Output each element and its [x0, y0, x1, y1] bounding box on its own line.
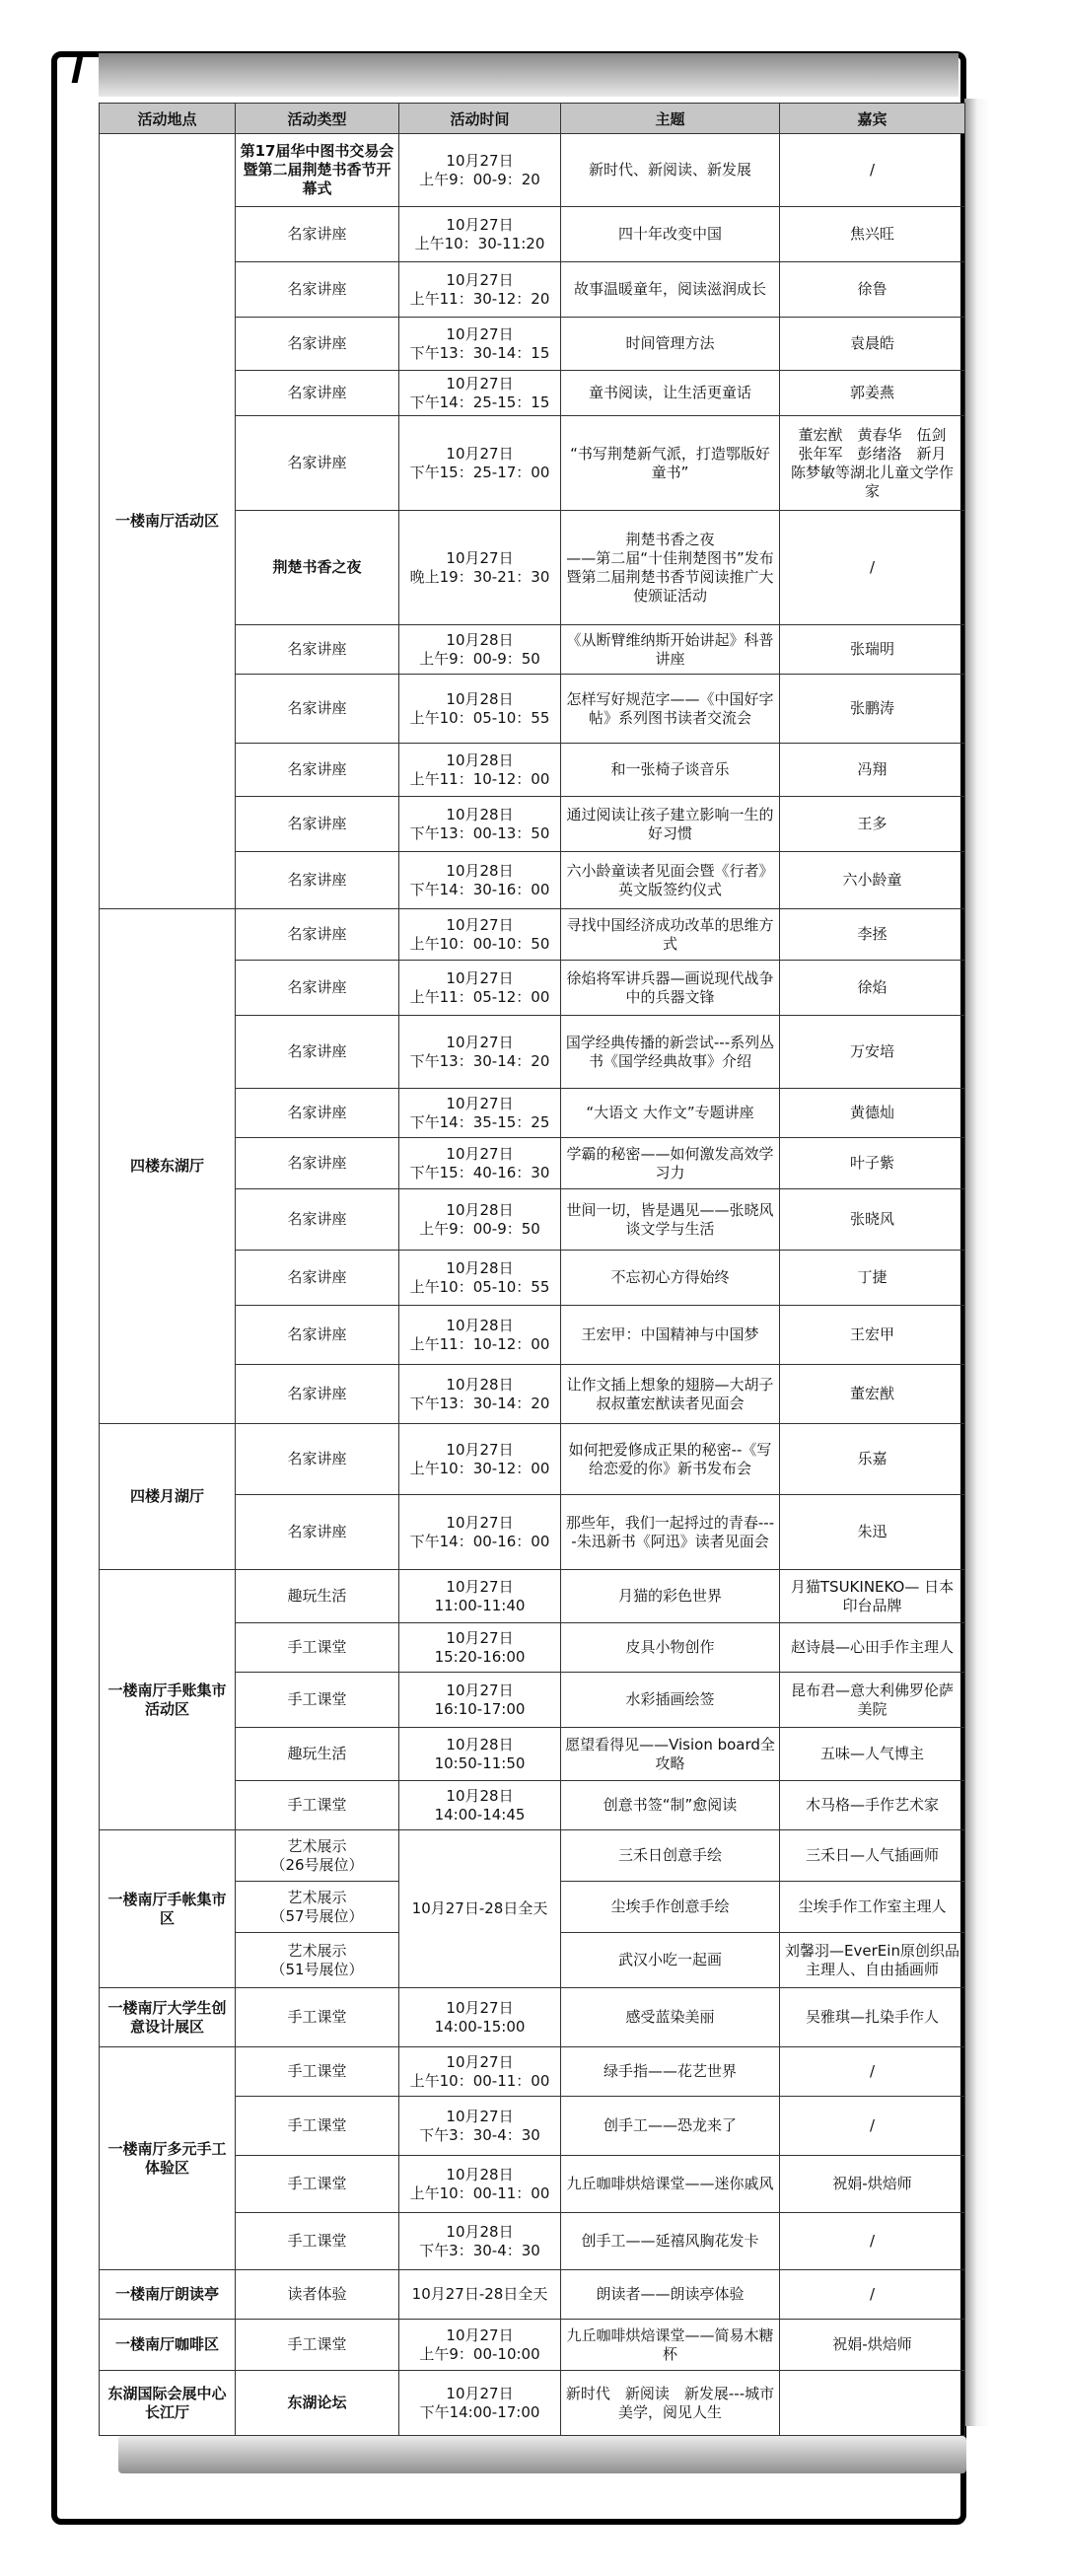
topic-cell: 三禾日创意手绘	[561, 1830, 780, 1882]
time-cell: 10月27日 下午13：30-14：20	[399, 1016, 561, 1089]
guest-cell: 郭姜燕	[780, 371, 965, 416]
time-cell: 10月27日-28日全天	[399, 2270, 561, 2320]
table-row	[100, 2047, 965, 2097]
type-cell: 趣玩生活	[236, 1570, 399, 1623]
type-cell: 名家讲座	[236, 797, 399, 852]
table-row	[100, 2320, 965, 2371]
type-cell: 名家讲座	[236, 961, 399, 1016]
type-cell: 名家讲座	[236, 318, 399, 371]
time-cell: 10月27日 上午9：00-9：20	[399, 134, 561, 207]
type-cell: 名家讲座	[236, 1189, 399, 1251]
guest-cell: 月猫TSUKINEKO— 日本印台品牌	[780, 1570, 965, 1623]
table-body	[100, 134, 965, 2436]
type-cell: 手工课堂	[236, 2097, 399, 2156]
type-cell: 名家讲座	[236, 262, 399, 318]
guest-cell: 董宏猷 黄春华 伍剑 张年军 彭绪洛 新月 陈梦敏等湖北儿童文学作家	[780, 416, 965, 511]
frame-right-bar	[964, 99, 990, 2426]
guest-cell: 焦兴旺	[780, 207, 965, 262]
type-cell: 名家讲座	[236, 1089, 399, 1138]
type-cell: 名家讲座	[236, 675, 399, 744]
guest-cell: 王宏甲	[780, 1306, 965, 1365]
guest-cell: 朱迅	[780, 1495, 965, 1570]
topic-cell: 九丘咖啡烘焙课堂——迷你戚风	[561, 2156, 780, 2213]
topic-cell: 创意书签“制”愈阅读	[561, 1781, 780, 1830]
topic-cell: 国学经典传播的新尝试---系列丛书《国学经典故事》介绍	[561, 1016, 780, 1089]
type-cell: 名家讲座	[236, 1424, 399, 1495]
table-row	[100, 909, 965, 961]
time-cell: 10月28日 下午13：00-13：50	[399, 797, 561, 852]
topic-cell: “大语文 大作文”专题讲座	[561, 1089, 780, 1138]
guest-cell: 祝娟-烘焙师	[780, 2320, 965, 2371]
type-cell: 名家讲座	[236, 1365, 399, 1424]
guest-cell: 董宏猷	[780, 1365, 965, 1424]
guest-cell: 李拯	[780, 909, 965, 961]
topic-cell: 通过阅读让孩子建立影响一生的好习惯	[561, 797, 780, 852]
guest-cell: /	[780, 511, 965, 625]
time-cell: 10月28日 14:00-14:45	[399, 1781, 561, 1830]
time-cell: 10月27日 16:10-17:00	[399, 1673, 561, 1728]
frame-top-bar	[99, 53, 958, 97]
table-row	[100, 2270, 965, 2320]
table-row	[100, 1570, 965, 1623]
type-cell: 手工课堂	[236, 2047, 399, 2097]
guest-cell: 刘馨羽—EverEin原创织品主理人、自由插画师	[780, 1933, 965, 1988]
time-cell: 10月28日 上午9：00-9：50	[399, 625, 561, 675]
type-cell: 趣玩生活	[236, 1728, 399, 1781]
guest-cell: 尘埃手作工作室主理人	[780, 1882, 965, 1933]
time-cell: 10月28日 下午14：30-16：00	[399, 852, 561, 909]
topic-cell: 创手工——延禧风胸花发卡	[561, 2213, 780, 2270]
frame-bottom-bar	[118, 2436, 966, 2473]
topic-cell: 武汉小吃一起画	[561, 1933, 780, 1988]
time-cell: 10月27日 下午3：30-4：30	[399, 2097, 561, 2156]
time-cell: 10月28日 上午11：10-12：00	[399, 1306, 561, 1365]
guest-cell: 祝娟-烘焙师	[780, 2156, 965, 2213]
table-row	[100, 134, 965, 207]
type-cell: 名家讲座	[236, 1306, 399, 1365]
guest-cell: 吴雅琪—扎染手作人	[780, 1988, 965, 2047]
guest-cell: 万安培	[780, 1016, 965, 1089]
type-cell: 艺术展示 （26号展位）	[236, 1830, 399, 1882]
type-cell: 手工课堂	[236, 1988, 399, 2047]
guest-cell: 冯翔	[780, 744, 965, 797]
type-cell: 手工课堂	[236, 2213, 399, 2270]
topic-cell: 新时代 新阅读 新发展---城市美学，阅见人生	[561, 2371, 780, 2436]
type-cell: 名家讲座	[236, 625, 399, 675]
time-cell: 10月27日 11:00-11:40	[399, 1570, 561, 1623]
header-time: 活动时间	[399, 104, 561, 134]
header-location: 活动地点	[100, 104, 236, 134]
topic-cell: 学霸的秘密——如何激发高效学习力	[561, 1138, 780, 1189]
guest-cell: /	[780, 134, 965, 207]
time-cell: 10月27日 上午10：00-11：00	[399, 2047, 561, 2097]
type-cell: 名家讲座	[236, 416, 399, 511]
topic-cell: 那些年，我们一起捋过的青春----朱迅新书《阿迅》读者见面会	[561, 1495, 780, 1570]
guest-cell: 张晓风	[780, 1189, 965, 1251]
time-cell: 10月27日 下午14:00-17:00	[399, 2371, 561, 2436]
topic-cell: 寻找中国经济成功改革的思维方式	[561, 909, 780, 961]
guest-cell: /	[780, 2213, 965, 2270]
type-cell: 名家讲座	[236, 1016, 399, 1089]
time-cell: 10月28日 上午9：00-9：50	[399, 1189, 561, 1251]
guest-cell: 张瑞明	[780, 625, 965, 675]
topic-cell: 朗读者——朗读亭体验	[561, 2270, 780, 2320]
time-cell: 10月28日 上午11：10-12：00	[399, 744, 561, 797]
topic-cell: 和一张椅子谈音乐	[561, 744, 780, 797]
topic-cell: 月猫的彩色世界	[561, 1570, 780, 1623]
topic-cell: 绿手指——花艺世界	[561, 2047, 780, 2097]
time-cell: 10月27日 上午10：30-11:20	[399, 207, 561, 262]
guest-cell: 王多	[780, 797, 965, 852]
guest-cell: 六小龄童	[780, 852, 965, 909]
location-cell: 四楼东湖厅	[100, 909, 236, 1424]
time-cell: 10月28日 上午10：05-10：55	[399, 675, 561, 744]
type-cell: 名家讲座	[236, 371, 399, 416]
header-type: 活动类型	[236, 104, 399, 134]
guest-cell: 三禾日—人气插画师	[780, 1830, 965, 1882]
topic-cell: 尘埃手作创意手绘	[561, 1882, 780, 1933]
type-cell: 名家讲座	[236, 1495, 399, 1570]
time-cell: 10月27日 下午14：35-15：25	[399, 1089, 561, 1138]
time-cell: 10月28日 下午13：30-14：20	[399, 1365, 561, 1424]
topic-cell: 九丘咖啡烘焙课堂——简易木糖杯	[561, 2320, 780, 2371]
topic-cell: 不忘初心方得始终	[561, 1251, 780, 1306]
table-header-row	[100, 104, 965, 134]
guest-cell: 丁捷	[780, 1251, 965, 1306]
guest-cell: 徐焰	[780, 961, 965, 1016]
time-cell: 10月27日 14:00-15:00	[399, 1988, 561, 2047]
type-cell: 手工课堂	[236, 1781, 399, 1830]
topic-cell: 让作文插上想象的翅膀—大胡子叔叔董宏猷读者见面会	[561, 1365, 780, 1424]
type-cell: 东湖论坛	[236, 2371, 399, 2436]
topic-cell: 新时代、新阅读、新发展	[561, 134, 780, 207]
type-cell: 艺术展示 （51号展位）	[236, 1933, 399, 1988]
time-cell: 10月27日 下午14：25-15：15	[399, 371, 561, 416]
schedule-table	[99, 103, 965, 2436]
topic-cell: 感受蓝染美丽	[561, 1988, 780, 2047]
guest-cell: 昆布君—意大利佛罗伦萨美院	[780, 1673, 965, 1728]
table-row	[100, 2371, 965, 2436]
time-cell: 10月27日 下午13：30-14：15	[399, 318, 561, 371]
type-cell: 名家讲座	[236, 744, 399, 797]
topic-cell: 世间一切，皆是遇见——张晓风谈文学与生活	[561, 1189, 780, 1251]
topic-cell: 怎样写好规范字——《中国好字帖》系列图书读者交流会	[561, 675, 780, 744]
time-cell: 10月27日 上午11：30-12：20	[399, 262, 561, 318]
type-cell: 荆楚书香之夜	[236, 511, 399, 625]
type-cell: 名家讲座	[236, 1251, 399, 1306]
time-cell: 10月27日 上午11：05-12：00	[399, 961, 561, 1016]
location-cell: 一楼南厅手账集市活动区	[100, 1570, 236, 1830]
type-cell: 手工课堂	[236, 2156, 399, 2213]
topic-cell: “书写荆楚新气派，打造鄂版好童书”	[561, 416, 780, 511]
time-cell: 10月28日 下午3：30-4：30	[399, 2213, 561, 2270]
type-cell: 手工课堂	[236, 1623, 399, 1673]
topic-cell: 《从断臂维纳斯开始讲起》科普讲座	[561, 625, 780, 675]
topic-cell: 童书阅读，让生活更童话	[561, 371, 780, 416]
time-cell: 10月27日 下午15：25-17：00	[399, 416, 561, 511]
topic-cell: 愿望看得见——Vision board全攻略	[561, 1728, 780, 1781]
topic-cell: 四十年改变中国	[561, 207, 780, 262]
type-cell: 名家讲座	[236, 909, 399, 961]
guest-cell: 叶子紫	[780, 1138, 965, 1189]
topic-cell: 水彩插画绘签	[561, 1673, 780, 1728]
topic-cell: 故事温暖童年，阅读滋润成长	[561, 262, 780, 318]
type-cell: 名家讲座	[236, 1138, 399, 1189]
time-cell: 10月28日 上午10：00-11：00	[399, 2156, 561, 2213]
guest-cell: 黄德灿	[780, 1089, 965, 1138]
time-cell: 10月28日 上午10：05-10：55	[399, 1251, 561, 1306]
location-cell: 东湖国际会展中心长江厅	[100, 2371, 236, 2436]
topic-cell: 王宏甲：中国精神与中国梦	[561, 1306, 780, 1365]
type-cell: 名家讲座	[236, 852, 399, 909]
guest-cell	[780, 2371, 965, 2436]
time-cell: 10月27日 下午14：00-16：00	[399, 1495, 561, 1570]
type-cell: 读者体验	[236, 2270, 399, 2320]
type-cell: 手工课堂	[236, 1673, 399, 1728]
guest-cell: /	[780, 2270, 965, 2320]
guest-cell: 徐鲁	[780, 262, 965, 318]
guest-cell: /	[780, 2097, 965, 2156]
time-cell: 10月28日 10:50-11:50	[399, 1728, 561, 1781]
time-cell: 10月27日 15:20-16:00	[399, 1623, 561, 1673]
time-cell: 10月27日 上午10：00-10：50	[399, 909, 561, 961]
time-cell: 10月27日-28日全天	[399, 1830, 561, 1988]
topic-cell: 六小龄童读者见面会暨《行者》英文版签约仪式	[561, 852, 780, 909]
guest-cell: 赵诗晨—心田手作主理人	[780, 1623, 965, 1673]
topic-cell: 徐焰将军讲兵器—画说现代战争中的兵器文锋	[561, 961, 780, 1016]
topic-cell: 皮具小物创作	[561, 1623, 780, 1673]
type-cell: 艺术展示 （57号展位）	[236, 1882, 399, 1933]
header-guest: 嘉宾	[780, 104, 965, 134]
header-topic: 主题	[561, 104, 780, 134]
topic-cell: 创手工——恐龙来了	[561, 2097, 780, 2156]
guest-cell: 五味—人气博主	[780, 1728, 965, 1781]
topic-cell: 如何把爱修成正果的秘密--《写给恋爱的你》新书发布会	[561, 1424, 780, 1495]
table-row	[100, 1988, 965, 2047]
type-cell: 第17届华中图书交易会暨第二届荆楚书香节开幕式	[236, 134, 399, 207]
topic-cell: 荆楚书香之夜 ——第二届“十佳荆楚图书”发布暨第二届荆楚书香节阅读推广大使颁证活动	[561, 511, 780, 625]
location-cell: 一楼南厅大学生创意设计展区	[100, 1988, 236, 2047]
location-cell: 一楼南厅手帐集市区	[100, 1830, 236, 1988]
time-cell: 10月27日 上午9：00-10:00	[399, 2320, 561, 2371]
type-cell: 手工课堂	[236, 2320, 399, 2371]
type-cell: 名家讲座	[236, 207, 399, 262]
guest-cell: /	[780, 2047, 965, 2097]
location-cell: 四楼月湖厅	[100, 1424, 236, 1570]
topic-cell: 时间管理方法	[561, 318, 780, 371]
time-cell: 10月27日 上午10：30-12：00	[399, 1424, 561, 1495]
location-cell: 一楼南厅活动区	[100, 134, 236, 909]
location-cell: 一楼南厅多元手工体验区	[100, 2047, 236, 2270]
time-cell: 10月27日 晚上19：30-21：30	[399, 511, 561, 625]
guest-cell: 木马格—手作艺术家	[780, 1781, 965, 1830]
location-cell: 一楼南厅朗读亭	[100, 2270, 236, 2320]
guest-cell: 张鹏涛	[780, 675, 965, 744]
table-row	[100, 1424, 965, 1495]
table-row	[100, 1830, 965, 1882]
guest-cell: 乐嘉	[780, 1424, 965, 1495]
time-cell: 10月27日 下午15：40-16：30	[399, 1138, 561, 1189]
location-cell: 一楼南厅咖啡区	[100, 2320, 236, 2371]
guest-cell: 袁晨皓	[780, 318, 965, 371]
